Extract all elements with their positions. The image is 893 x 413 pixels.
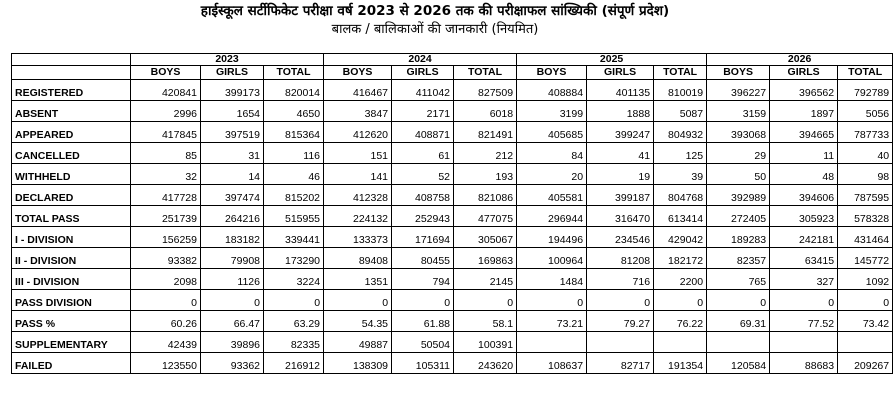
value-cell: 794: [392, 269, 454, 290]
value-cell: 264216: [201, 206, 264, 227]
value-cell: 821491: [454, 122, 517, 143]
page-title: हाईस्कूल सर्टीफिकेट परीक्षा वर्ष 2023 से 2026 तक की परीक्षाफल सांख्यिकी (संपूर्ण प्रदेश): [200, 3, 670, 19]
value-cell: 66.47: [201, 311, 264, 332]
value-cell: 613414: [654, 206, 707, 227]
value-cell: 81208: [587, 248, 654, 269]
value-cell: 80455: [392, 248, 454, 269]
value-cell: 212: [454, 143, 517, 164]
value-cell: 399247: [587, 122, 654, 143]
value-cell: 85: [131, 143, 201, 164]
value-cell: 804768: [654, 185, 707, 206]
total-header: TOTAL: [838, 66, 893, 80]
value-cell: 193: [454, 164, 517, 185]
value-cell: 339441: [264, 227, 324, 248]
row-label: WITHHELD: [12, 164, 131, 185]
value-cell: 171694: [392, 227, 454, 248]
value-cell: 133373: [324, 227, 392, 248]
table-row: [12, 80, 893, 101]
value-cell: 3199: [517, 101, 587, 122]
row-label: REGISTERED: [12, 80, 131, 101]
value-cell: 394606: [770, 185, 838, 206]
year-header: 2023: [131, 54, 324, 66]
value-cell: 787595: [838, 185, 893, 206]
value-cell: 305067: [454, 227, 517, 248]
value-cell: 243620: [454, 353, 517, 374]
value-cell: 61.88: [392, 311, 454, 332]
value-cell: 108637: [517, 353, 587, 374]
value-cell: 411042: [392, 80, 454, 101]
value-cell: 120584: [707, 353, 770, 374]
value-cell: 58.1: [454, 311, 517, 332]
value-cell: 1654: [201, 101, 264, 122]
table-row: [12, 206, 893, 227]
value-cell: 69.31: [707, 311, 770, 332]
value-cell: [654, 332, 707, 353]
value-cell: 242181: [770, 227, 838, 248]
value-cell: 6018: [454, 101, 517, 122]
value-cell: 296944: [517, 206, 587, 227]
total-header: TOTAL: [654, 66, 707, 80]
value-cell: 138309: [324, 353, 392, 374]
value-cell: 2171: [392, 101, 454, 122]
value-cell: 1092: [838, 269, 893, 290]
value-cell: 716: [587, 269, 654, 290]
value-cell: 815364: [264, 122, 324, 143]
value-cell: 804932: [654, 122, 707, 143]
row-label: TOTAL PASS: [12, 206, 131, 227]
value-cell: 417728: [131, 185, 201, 206]
value-cell: [517, 332, 587, 353]
value-cell: 316470: [587, 206, 654, 227]
value-cell: [838, 332, 893, 353]
value-cell: 0: [517, 290, 587, 311]
boys-header: BOYS: [324, 66, 392, 80]
value-cell: 765: [707, 269, 770, 290]
value-cell: 0: [201, 290, 264, 311]
table-row: [12, 143, 893, 164]
value-cell: 173290: [264, 248, 324, 269]
table-row: [12, 353, 893, 374]
value-cell: 76.22: [654, 311, 707, 332]
value-cell: 100391: [454, 332, 517, 353]
value-cell: 0: [131, 290, 201, 311]
value-cell: 4650: [264, 101, 324, 122]
boys-header: BOYS: [517, 66, 587, 80]
table-row: [12, 122, 893, 143]
table-row: [12, 311, 893, 332]
value-cell: 224132: [324, 206, 392, 227]
value-cell: 194496: [517, 227, 587, 248]
value-cell: 20: [517, 164, 587, 185]
value-cell: 49887: [324, 332, 392, 353]
corner-cell: [12, 66, 131, 80]
value-cell: 5056: [838, 101, 893, 122]
value-cell: 14: [201, 164, 264, 185]
value-cell: 93382: [131, 248, 201, 269]
value-cell: 116: [264, 143, 324, 164]
value-cell: 408884: [517, 80, 587, 101]
table-row: [12, 227, 893, 248]
value-cell: 327: [770, 269, 838, 290]
value-cell: 578328: [838, 206, 893, 227]
subcolumn-header-row: [12, 66, 893, 80]
value-cell: 63.29: [264, 311, 324, 332]
value-cell: 401135: [587, 80, 654, 101]
value-cell: 182172: [654, 248, 707, 269]
value-cell: 1484: [517, 269, 587, 290]
value-cell: 3159: [707, 101, 770, 122]
value-cell: 405581: [517, 185, 587, 206]
value-cell: 189283: [707, 227, 770, 248]
value-cell: 792789: [838, 80, 893, 101]
value-cell: 48: [770, 164, 838, 185]
value-cell: 251739: [131, 206, 201, 227]
value-cell: 73.21: [517, 311, 587, 332]
row-label: I - DIVISION: [12, 227, 131, 248]
value-cell: 93362: [201, 353, 264, 374]
value-cell: 52: [392, 164, 454, 185]
value-cell: 408871: [392, 122, 454, 143]
value-cell: 156259: [131, 227, 201, 248]
value-cell: 50: [707, 164, 770, 185]
value-cell: 39896: [201, 332, 264, 353]
row-label: FAILED: [12, 353, 131, 374]
value-cell: 125: [654, 143, 707, 164]
year-header: 2024: [324, 54, 517, 66]
value-cell: 82357: [707, 248, 770, 269]
value-cell: 1897: [770, 101, 838, 122]
row-label: APPEARED: [12, 122, 131, 143]
value-cell: 50504: [392, 332, 454, 353]
value-cell: 39: [654, 164, 707, 185]
value-cell: 41: [587, 143, 654, 164]
row-label: CANCELLED: [12, 143, 131, 164]
girls-header: GIRLS: [201, 66, 264, 80]
girls-header: GIRLS: [770, 66, 838, 80]
value-cell: 141: [324, 164, 392, 185]
value-cell: 79.27: [587, 311, 654, 332]
total-header: TOTAL: [264, 66, 324, 80]
value-cell: 3847: [324, 101, 392, 122]
table-row: [12, 164, 893, 185]
value-cell: 77.52: [770, 311, 838, 332]
value-cell: 54.35: [324, 311, 392, 332]
value-cell: 399173: [201, 80, 264, 101]
year-header: 2025: [517, 54, 707, 66]
value-cell: 89408: [324, 248, 392, 269]
value-cell: 0: [587, 290, 654, 311]
value-cell: 63415: [770, 248, 838, 269]
value-cell: 209267: [838, 353, 893, 374]
value-cell: 5087: [654, 101, 707, 122]
value-cell: 1888: [587, 101, 654, 122]
value-cell: 42439: [131, 332, 201, 353]
table-row: [12, 101, 893, 122]
value-cell: 417845: [131, 122, 201, 143]
value-cell: 429042: [654, 227, 707, 248]
results-table: [11, 53, 893, 374]
value-cell: 216912: [264, 353, 324, 374]
value-cell: 0: [654, 290, 707, 311]
value-cell: 84: [517, 143, 587, 164]
row-label: II - DIVISION: [12, 248, 131, 269]
row-label: PASS DIVISION: [12, 290, 131, 311]
girls-header: GIRLS: [587, 66, 654, 80]
value-cell: 73.42: [838, 311, 893, 332]
table-row: [12, 185, 893, 206]
value-cell: 477075: [454, 206, 517, 227]
value-cell: 11: [770, 143, 838, 164]
page-subtitle: बालक / बालिकाओं की जानकारी (नियमित): [331, 22, 539, 37]
value-cell: 420841: [131, 80, 201, 101]
value-cell: 787733: [838, 122, 893, 143]
value-cell: 0: [264, 290, 324, 311]
value-cell: 61: [392, 143, 454, 164]
value-cell: 29: [707, 143, 770, 164]
value-cell: 0: [392, 290, 454, 311]
value-cell: 396227: [707, 80, 770, 101]
value-cell: [707, 332, 770, 353]
value-cell: 412620: [324, 122, 392, 143]
value-cell: 820014: [264, 80, 324, 101]
value-cell: 416467: [324, 80, 392, 101]
value-cell: 305923: [770, 206, 838, 227]
row-label: III - DIVISION: [12, 269, 131, 290]
value-cell: 88683: [770, 353, 838, 374]
value-cell: 100964: [517, 248, 587, 269]
value-cell: 810019: [654, 80, 707, 101]
value-cell: 3224: [264, 269, 324, 290]
value-cell: 405685: [517, 122, 587, 143]
value-cell: 2098: [131, 269, 201, 290]
corner-cell: [12, 54, 131, 66]
row-label: PASS %: [12, 311, 131, 332]
value-cell: 32: [131, 164, 201, 185]
value-cell: 0: [770, 290, 838, 311]
value-cell: 79908: [201, 248, 264, 269]
table-row: [12, 332, 893, 353]
value-cell: 169863: [454, 248, 517, 269]
value-cell: 145772: [838, 248, 893, 269]
value-cell: 393068: [707, 122, 770, 143]
value-cell: 2996: [131, 101, 201, 122]
value-cell: 397519: [201, 122, 264, 143]
boys-header: BOYS: [131, 66, 201, 80]
table-row: [12, 269, 893, 290]
year-header-row: [12, 54, 893, 66]
value-cell: 82717: [587, 353, 654, 374]
value-cell: 151: [324, 143, 392, 164]
value-cell: 431464: [838, 227, 893, 248]
value-cell: 272405: [707, 206, 770, 227]
total-header: TOTAL: [454, 66, 517, 80]
value-cell: 234546: [587, 227, 654, 248]
value-cell: 19: [587, 164, 654, 185]
value-cell: 31: [201, 143, 264, 164]
value-cell: 0: [707, 290, 770, 311]
value-cell: 412328: [324, 185, 392, 206]
value-cell: 82335: [264, 332, 324, 353]
table-body: [12, 80, 893, 374]
value-cell: 1351: [324, 269, 392, 290]
value-cell: 399187: [587, 185, 654, 206]
value-cell: 123550: [131, 353, 201, 374]
value-cell: 515955: [264, 206, 324, 227]
value-cell: 2145: [454, 269, 517, 290]
value-cell: 252943: [392, 206, 454, 227]
value-cell: 105311: [392, 353, 454, 374]
value-cell: 191354: [654, 353, 707, 374]
value-cell: 0: [838, 290, 893, 311]
value-cell: 827509: [454, 80, 517, 101]
value-cell: 394665: [770, 122, 838, 143]
table-row: [12, 248, 893, 269]
year-header: 2026: [707, 54, 893, 66]
value-cell: 1126: [201, 269, 264, 290]
row-label: ABSENT: [12, 101, 131, 122]
row-label: DECLARED: [12, 185, 131, 206]
value-cell: 60.26: [131, 311, 201, 332]
table-row: [12, 290, 893, 311]
value-cell: 392989: [707, 185, 770, 206]
value-cell: 183182: [201, 227, 264, 248]
value-cell: 98: [838, 164, 893, 185]
boys-header: BOYS: [707, 66, 770, 80]
girls-header: GIRLS: [392, 66, 454, 80]
value-cell: 0: [324, 290, 392, 311]
value-cell: 0: [454, 290, 517, 311]
value-cell: [587, 332, 654, 353]
value-cell: 46: [264, 164, 324, 185]
value-cell: 408758: [392, 185, 454, 206]
value-cell: 2200: [654, 269, 707, 290]
value-cell: [770, 332, 838, 353]
value-cell: 40: [838, 143, 893, 164]
row-label: SUPPLEMENTARY: [12, 332, 131, 353]
value-cell: 396562: [770, 80, 838, 101]
value-cell: 821086: [454, 185, 517, 206]
value-cell: 815202: [264, 185, 324, 206]
value-cell: 397474: [201, 185, 264, 206]
